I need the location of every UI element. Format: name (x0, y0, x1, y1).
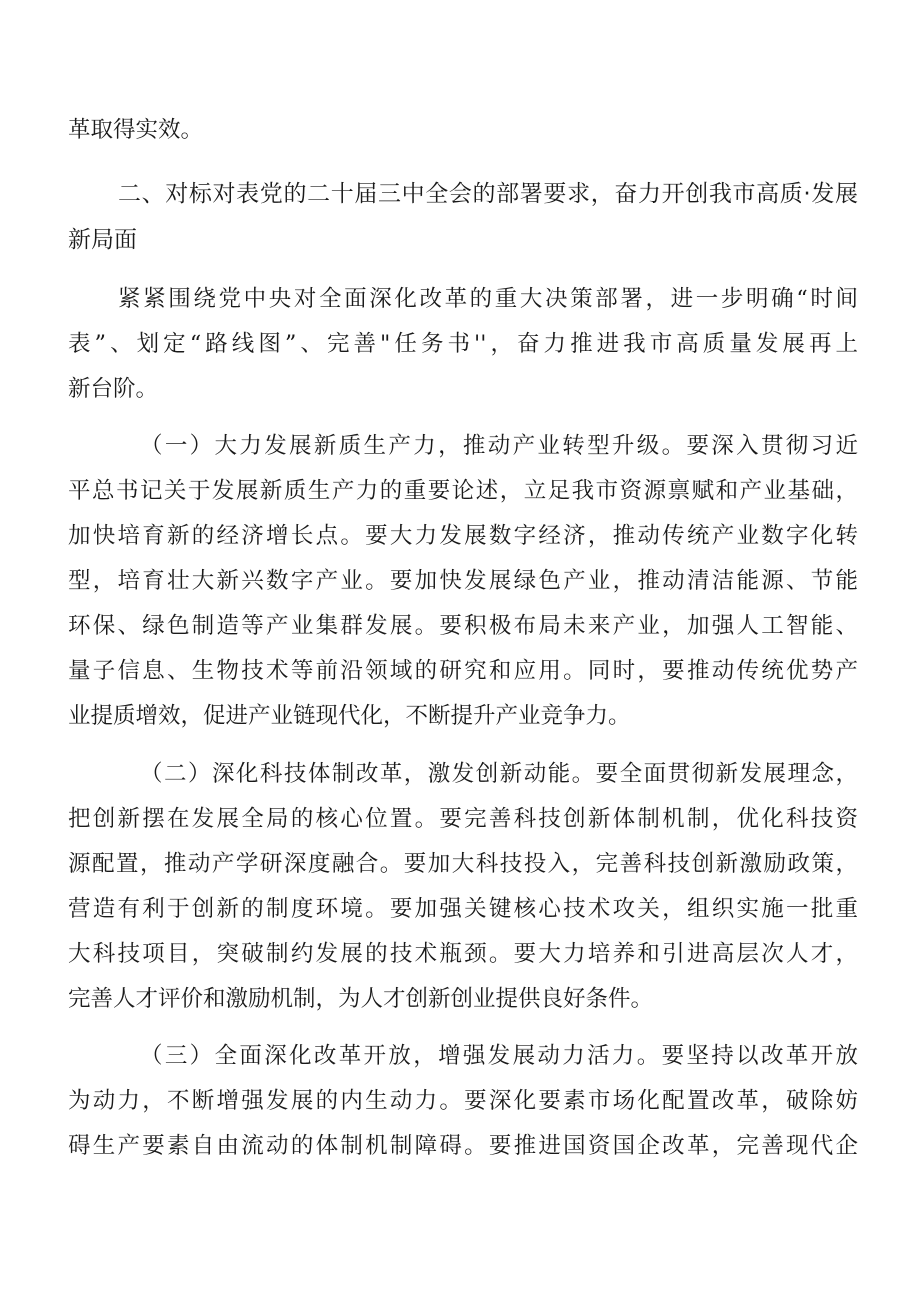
subsection-2-line-3: 源配置，推动产学研深度融合。要加大科技投入，完善科技创新激励政策， (68, 851, 858, 877)
intro-paragraph-line-3: 新台阶。 (68, 376, 159, 402)
subsection-1-line-1: （一）大力发展新质生产力，推动产业转型升级。要深入贯彻习近 (140, 433, 858, 459)
subsection-1-line-3: 加快培育新的经济增长点。要大力发展数字经济，推动传统产业数字化转 (68, 523, 858, 549)
subsection-2-line-5: 大科技项目，突破制约发展的技术瓶颈。要大力培养和引进高层次人才， (68, 941, 858, 967)
subsection-2-line-6: 完善人才评价和激励机制，为人才创新创业提供良好条件。 (68, 986, 654, 1012)
intro-paragraph-line-2: 表”、划定“路线图”、完善"任务书''，奋力推进我市高质量发展再上 (68, 331, 858, 357)
subsection-1-line-7: 业提质增效，促进产业链现代化，不断提升产业竞争力。 (68, 703, 631, 729)
subsection-2-line-2: 把创新摆在发展全局的核心位置。要完善科技创新体制机制，优化科技资 (68, 806, 858, 832)
subsection-3-line-3: 碍生产要素自由流动的体制机制障碍。要推进国资国企改革，完善现代企 (68, 1133, 858, 1159)
paragraph-tail-line: 革取得实效。 (68, 117, 204, 143)
intro-paragraph-line-1: 紧紧围绕党中央对全面深化改革的重大决策部署，进一步明确“时间 (118, 286, 858, 312)
subsection-1-line-2: 平总书记关于发展新质生产力的重要论述，立足我市资源禀赋和产业基础， (68, 478, 858, 504)
section-heading-line-1: 二、对标对表党的二十届三中全会的部署要求，奋力开创我市高质·发展 (118, 181, 858, 207)
subsection-3-line-2: 为动力，不断增强发展的内生动力。要深化要素市场化配置改革，破除妨 (68, 1088, 858, 1114)
subsection-1-line-6: 量子信息、生物技术等前沿领域的研究和应用。同时，要推动传统优势产 (68, 658, 858, 684)
subsection-2-line-4: 营造有利于创新的制度环境。要加强关键核心技术攻关，组织实施一批重 (68, 896, 858, 922)
section-heading-line-2: 新局面 (68, 227, 137, 253)
subsection-1-line-5: 环保、绿色制造等产业集群发展。要积极布局未来产业，加强人工智能、 (68, 613, 858, 639)
subsection-1-line-4: 型，培育壮大新兴数字产业。要加快发展绿色产业，推动清洁能源、节能 (68, 568, 858, 594)
subsection-2-line-1: （二）深化科技体制改革，激发创新动能。要全面贯彻新发展理念， (140, 761, 858, 787)
subsection-3-line-1: （三）全面深化改革开放，增强发展动力活力。要坚持以改革开放 (140, 1043, 858, 1069)
